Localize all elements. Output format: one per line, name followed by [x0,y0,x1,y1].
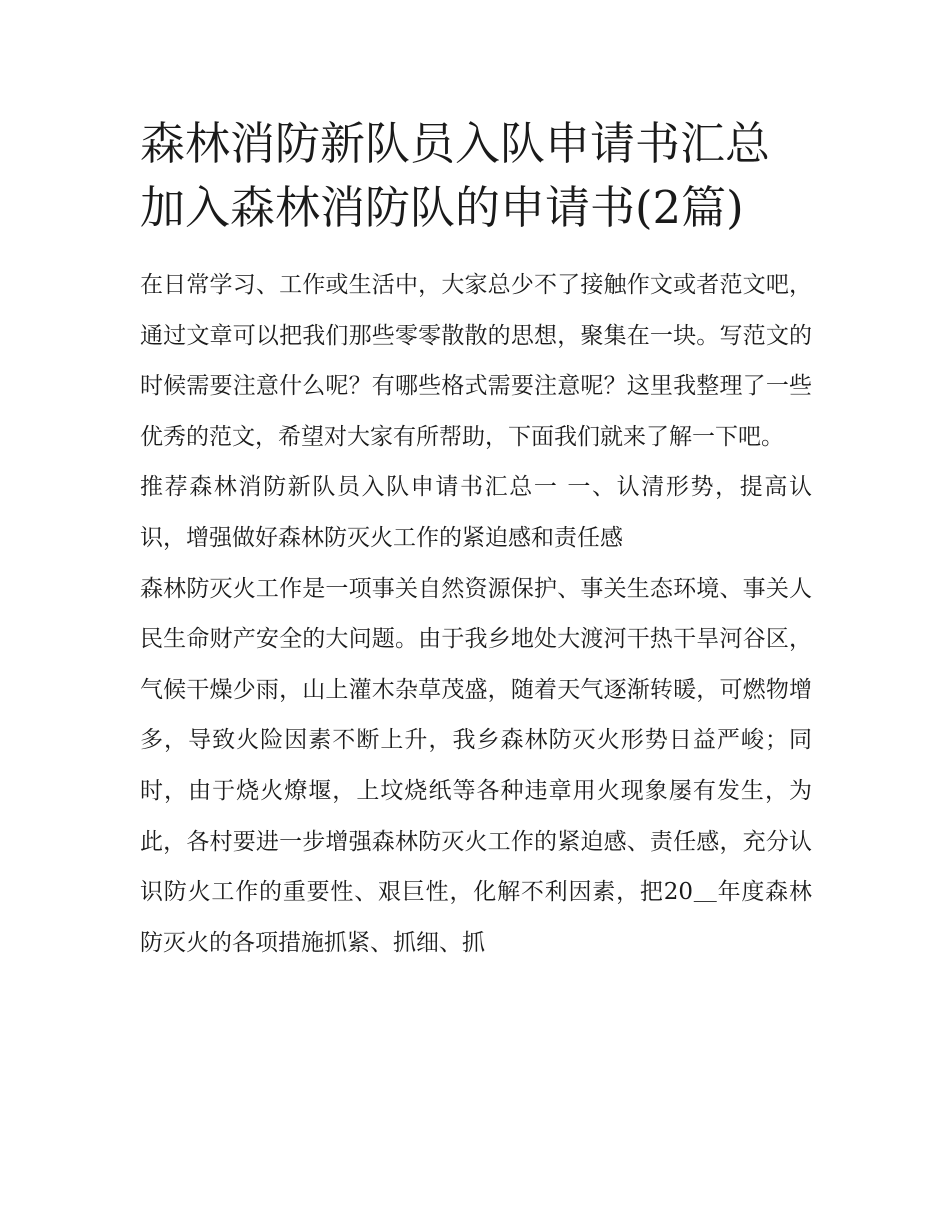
paragraph-body: 森林防灭火工作是一项事关自然资源保护、事关生态环境、事关人民生命财产安全的大问题。由于我乡地处大渡河干热干旱河谷区，气候干燥少雨，山上灌木杂草茂盛，随着天气逐渐转暖，可燃物增多，导致火险因素不断上升，我乡森林防灭火形势日益严峻；同时，由于烧火燎堰，上坟烧纸等各种违章用火现象屡有发生，为此，各村要进一步增强森林防灭火工作的紧迫感、责任感，充分认识防火工作的重要性、艰巨性，化解不利因素，把20＿年度森林防灭火的各项措施抓紧、抓细、抓 [140,575,812,956]
paragraph-intro: 在日常学习、工作或生活中，大家总少不了接触作文或者范文吧，通过文章可以把我们那些零零散散的思想，聚集在一块。写范文的时候需要注意什么呢？有哪些格式需要注意呢？这里我整理了一些优秀的范文，希望对大家有所帮助，下面我们就来了解一下吧。 [140,272,812,450]
document-title: 森林消防新队员入队申请书汇总 加入森林消防队的申请书(2篇) [140,117,771,234]
paragraph-section-heading: 推荐森林消防新队员入队申请书汇总一 一、认清形势，提高认识，增强做好森林防灭火工作的紧迫感和责任感 [140,474,812,551]
document-page [140,112,812,968]
document-body [140,260,812,968]
